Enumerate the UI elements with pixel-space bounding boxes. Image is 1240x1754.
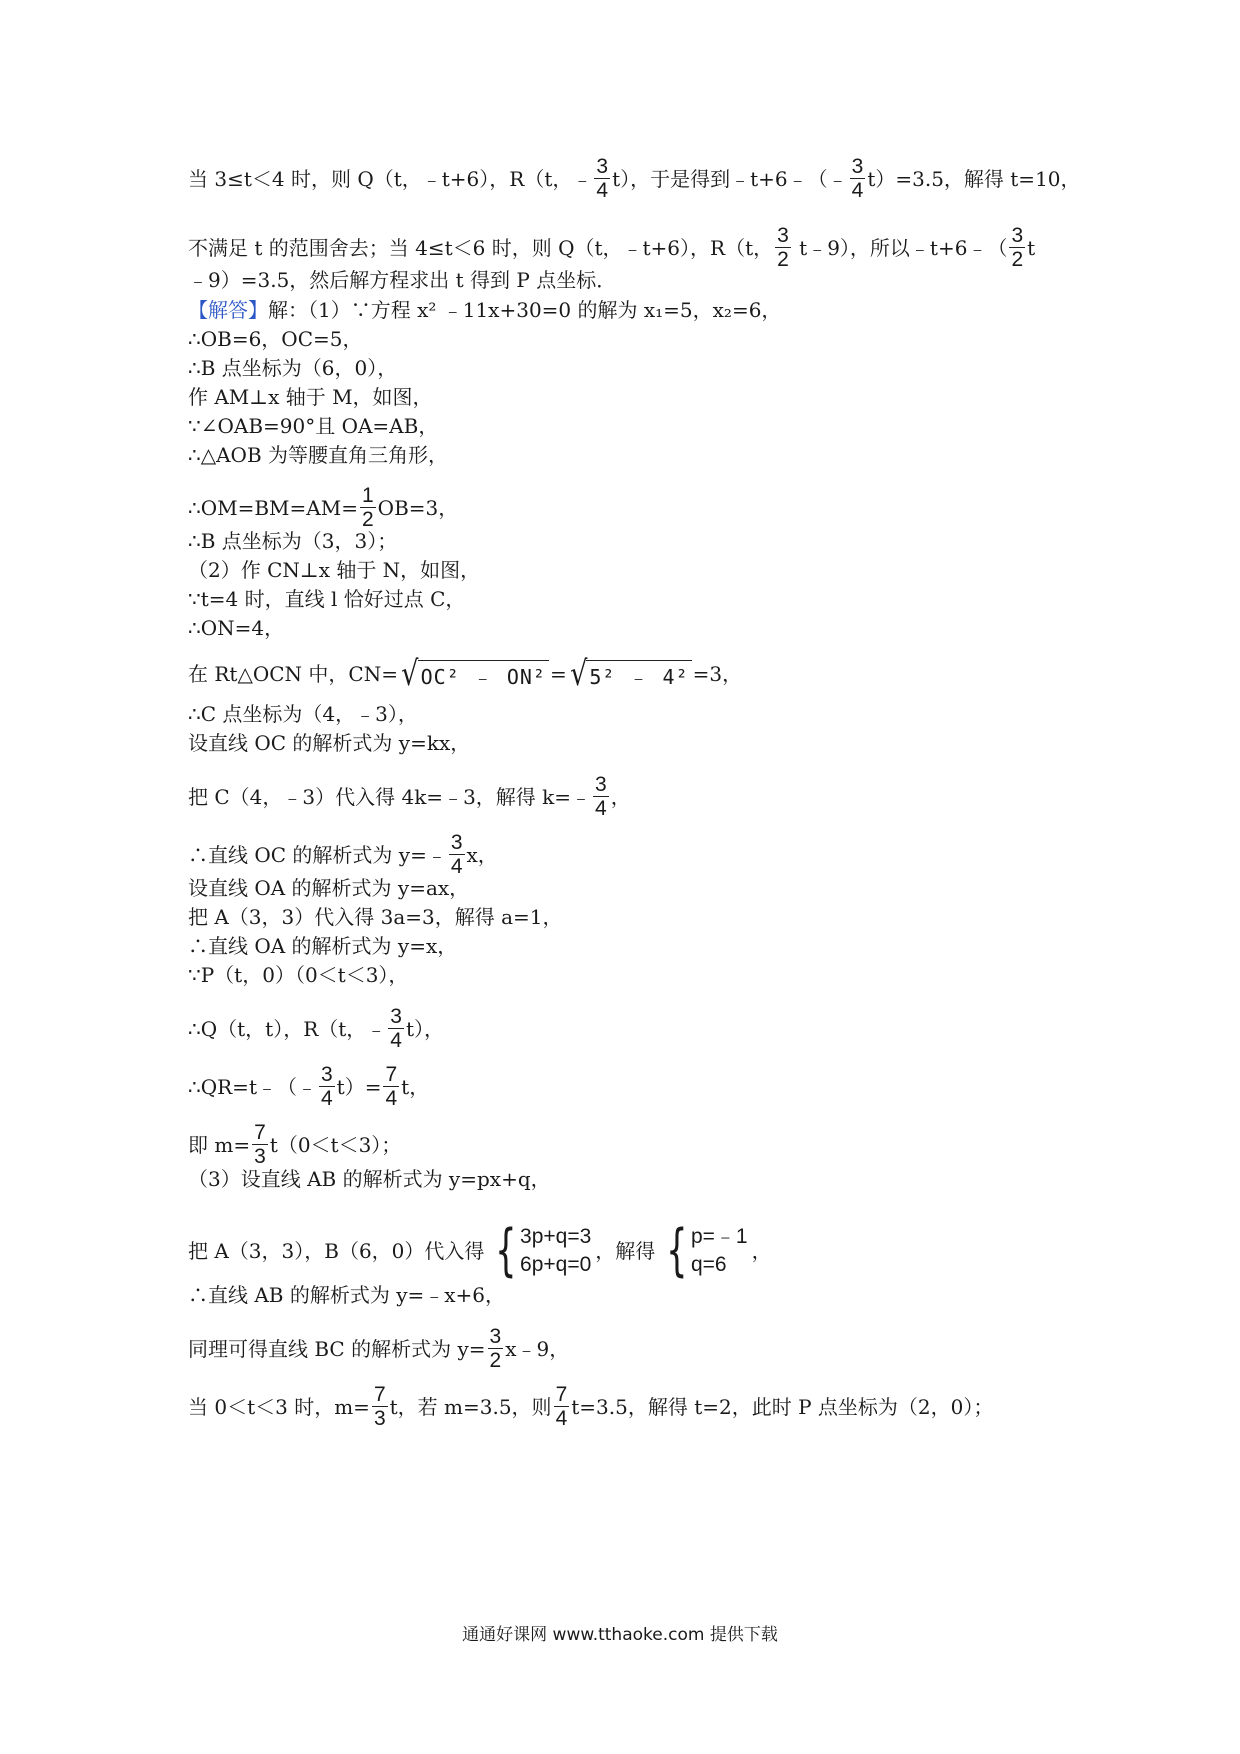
text-line	[188, 585, 465, 613]
text-segment: 即 m=	[188, 1132, 251, 1157]
text-line	[188, 484, 458, 531]
text-segment: ，	[751, 1239, 772, 1263]
text-line	[188, 1218, 772, 1283]
text-segment: t﹣9），所以﹣t+6﹣（	[792, 235, 1008, 260]
text-segment: ∴OM=BM=AM=	[188, 495, 358, 520]
fraction	[360, 484, 376, 531]
fraction-numerator: 3	[851, 155, 864, 178]
text-line	[188, 729, 470, 757]
fraction-numerator: 3	[320, 1063, 333, 1086]
text-line	[188, 1005, 444, 1052]
fraction-numerator: 3	[489, 1325, 502, 1348]
text-segment: =3，	[692, 662, 743, 686]
text-segment: ∴C 点坐标为（4，﹣3），	[188, 702, 418, 726]
text-line	[188, 1121, 401, 1168]
fraction-numerator: 7	[254, 1121, 266, 1144]
fraction	[372, 1383, 388, 1430]
radical-sign-icon: √	[569, 654, 588, 694]
fraction-numerator: 7	[385, 1063, 398, 1086]
text-segment: 不满足 t 的范围舍去；当 4≤t＜6 时，则 Q（t，﹣t+6），R（t，	[188, 235, 774, 260]
text-segment: 同理可得直线 BC 的解析式为 y=	[188, 1336, 486, 1361]
text-line	[188, 932, 457, 960]
text-line	[188, 383, 433, 411]
fraction	[252, 1121, 268, 1168]
fraction-numerator: 3	[450, 831, 463, 854]
fraction-numerator: 7	[555, 1383, 568, 1406]
text-line	[188, 874, 469, 902]
fraction	[775, 224, 791, 271]
square-root	[568, 654, 692, 694]
text-line	[188, 1383, 993, 1430]
text-segment: ∴B 点坐标为（3，3）；	[188, 529, 398, 553]
text-segment: t（0＜t＜3）；	[269, 1132, 402, 1157]
text-line	[188, 296, 781, 324]
text-segment: ∵t=4 时，直线 l 恰好过点 C，	[188, 587, 466, 611]
text-segment: 解：（1）∵方程 x² ﹣11x+30=0 的解为 x₁=5，x₂=6，	[268, 298, 782, 322]
text-segment: ∴QR=t﹣（﹣	[188, 1074, 317, 1099]
text-segment: ∴Q（t，t），R（t，﹣	[188, 1016, 387, 1041]
text-line	[188, 354, 397, 382]
text-line	[188, 1325, 569, 1372]
text-segment: t	[1027, 235, 1036, 260]
solution-tag: 【解答】	[188, 298, 268, 322]
text-segment: 当 0＜t＜3 时，m=	[188, 1394, 370, 1419]
text-segment: 把 A（3，3）代入得 3a=3，解得 a=1，	[188, 905, 563, 929]
radicand: OC² ﹣ ON²	[418, 660, 549, 691]
text-line	[188, 831, 498, 878]
equation-system	[659, 1218, 748, 1283]
text-segment: x，	[466, 842, 498, 867]
text-segment: 当 3≤t＜4 时，则 Q（t，﹣t+6），R（t，﹣	[188, 166, 593, 191]
fraction	[593, 773, 609, 820]
text-line	[188, 155, 1081, 202]
fraction-denominator: 2	[777, 248, 789, 271]
text-segment: ∵∠OAB=90°且 OA=AB，	[188, 414, 439, 438]
fraction-denominator: 4	[596, 179, 609, 202]
text-segment: ∴直线 OA 的解析式为 y=x，	[188, 934, 458, 958]
text-segment: （2）作 CN⊥x 轴于 N，如图，	[188, 558, 481, 582]
text-segment: ﹣9）=3.5，然后解方程求出 t 得到 P 点坐标．	[188, 268, 617, 292]
fraction	[1009, 224, 1025, 271]
text-line	[188, 325, 362, 353]
text-segment: ∴直线 AB 的解析式为 y=﹣x+6，	[188, 1283, 506, 1307]
fraction	[319, 1063, 335, 1110]
page-footer: 通通好课网 www.tthaoke.com 提供下载	[462, 1625, 778, 1645]
text-line	[188, 614, 284, 642]
fraction-denominator: 4	[595, 797, 607, 820]
fraction-denominator: 4	[320, 1087, 333, 1110]
fraction-numerator: 3	[595, 773, 607, 796]
fraction-numerator: 3	[596, 155, 609, 178]
system-equation: 3p+q=3	[520, 1225, 592, 1248]
fraction-numerator: 3	[1011, 224, 1024, 247]
text-line	[188, 1165, 551, 1193]
brace-icon: {	[495, 1218, 517, 1283]
text-segment: ∴OB=6，OC=5，	[188, 327, 363, 351]
fraction	[850, 155, 866, 202]
fraction-denominator: 2	[1011, 248, 1024, 271]
square-root	[399, 654, 549, 694]
text-line	[188, 961, 408, 989]
text-line	[188, 224, 1035, 271]
text-line	[188, 903, 563, 931]
brace-icon: {	[666, 1218, 688, 1283]
fraction	[383, 1063, 399, 1110]
text-segment: ∴直线 OC 的解析式为 y=﹣	[188, 842, 447, 867]
equation-system	[488, 1218, 592, 1283]
text-segment: OB=3，	[377, 495, 459, 520]
system-equation: q=6	[690, 1253, 727, 1276]
text-segment: =	[549, 662, 567, 686]
text-segment: 作 AM⊥x 轴于 M，如图，	[188, 385, 433, 409]
fraction-denominator: 4	[851, 179, 864, 202]
text-segment: ∵P（t，0）（0＜t＜3），	[188, 963, 409, 987]
text-line	[188, 527, 397, 555]
fraction	[554, 1383, 570, 1430]
fraction	[388, 1005, 404, 1052]
text-line	[188, 773, 631, 820]
text-segment: t，	[401, 1074, 430, 1099]
radicand: 5² ﹣ 4²	[586, 660, 691, 691]
text-line	[188, 1063, 429, 1110]
text-segment: t）=3.5，解得 t=10，	[867, 166, 1081, 191]
text-segment: 设直线 OA 的解析式为 y=ax，	[188, 876, 470, 900]
text-line	[188, 441, 448, 469]
text-segment: ，解得	[595, 1239, 656, 1263]
text-segment: t），于是得到﹣t+6﹣（﹣	[612, 166, 848, 191]
fraction-denominator: 4	[385, 1087, 398, 1110]
fraction	[449, 831, 465, 878]
fraction-denominator: 3	[254, 1145, 266, 1168]
fraction-denominator: 2	[489, 1349, 502, 1372]
text-segment: t，若 m=3.5，则	[389, 1394, 552, 1419]
text-segment: （3）设直线 AB 的解析式为 y=px+q，	[188, 1167, 551, 1191]
fraction	[594, 155, 610, 202]
text-segment: ∴B 点坐标为（6，0），	[188, 356, 398, 380]
text-line	[188, 412, 438, 440]
text-segment: ，	[610, 784, 631, 809]
system-equation: p=﹣1	[690, 1225, 748, 1248]
text-segment: ∴ON=4，	[188, 616, 285, 640]
text-segment: ∴△AOB 为等腰直角三角形，	[188, 443, 448, 467]
fraction-denominator: 2	[361, 508, 374, 531]
text-line	[188, 654, 743, 694]
text-segment: t=3.5，解得 t=2，此时 P 点坐标为（2，0）；	[571, 1394, 994, 1419]
text-line	[188, 556, 480, 584]
fraction	[488, 1325, 504, 1372]
text-segment: x﹣9，	[505, 1336, 570, 1361]
system-equation: 6p+q=0	[520, 1253, 592, 1276]
text-segment: 把 A（3，3），B（6，0）代入得	[188, 1239, 485, 1263]
text-segment: 设直线 OC 的解析式为 y=kx，	[188, 731, 471, 755]
text-line	[188, 700, 418, 728]
text-line	[188, 1281, 505, 1309]
fraction-numerator: 7	[373, 1383, 386, 1406]
fraction-denominator: 4	[450, 855, 463, 878]
fraction-numerator: 1	[361, 484, 374, 507]
text-segment: 把 C（4，﹣3）代入得 4k=﹣3，解得 k=﹣	[188, 784, 592, 809]
fraction-numerator: 3	[777, 224, 789, 247]
fraction-numerator: 3	[390, 1005, 402, 1028]
text-segment: 在 Rt△OCN 中，CN=	[188, 662, 398, 686]
radical-sign-icon: √	[401, 654, 419, 694]
text-line	[188, 266, 616, 294]
text-segment: t），	[405, 1016, 445, 1041]
fraction-denominator: 4	[390, 1029, 402, 1052]
text-segment: t）=	[336, 1074, 382, 1099]
fraction-denominator: 3	[373, 1407, 386, 1430]
fraction-denominator: 4	[555, 1407, 568, 1430]
